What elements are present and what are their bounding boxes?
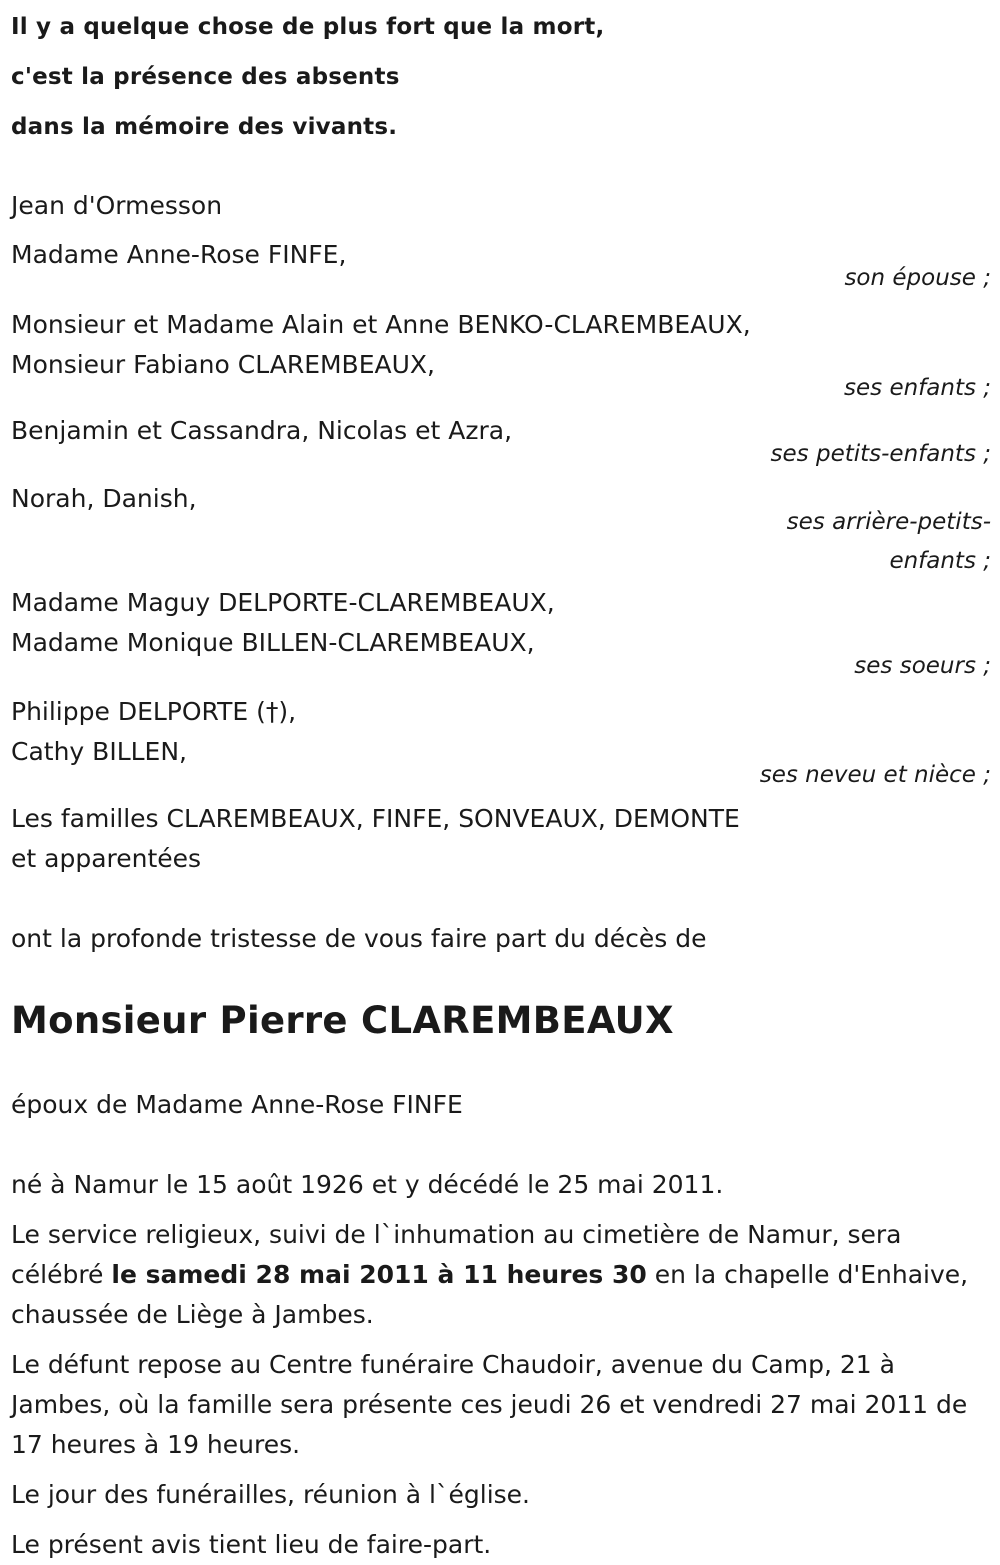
spouse-name: Madame Anne-Rose FINFE, xyxy=(11,240,347,269)
great-grandchildren-relation-1: ses arrière-petits- xyxy=(786,509,991,535)
nephew-niece-relation: ses neveu et nièce ; xyxy=(759,762,991,788)
deceased-spouse-of: époux de Madame Anne-Rose FINFE xyxy=(11,1090,463,1119)
quote-line-1: Il y a quelque chose de plus fort que la mort, xyxy=(11,14,605,40)
obituary-notice xyxy=(11,0,991,1565)
children-block xyxy=(11,305,991,408)
sisters-block xyxy=(11,583,991,686)
service-info xyxy=(11,1215,991,1335)
birth-death-info: né à Namur le 15 août 1926 et y décédé le 25 mai 2011. xyxy=(11,1170,724,1199)
grandchildren-block xyxy=(11,411,991,474)
closing-note: Le présent avis tient lieu de faire-part. xyxy=(11,1530,492,1559)
nephew-niece-block xyxy=(11,692,991,795)
grandchildren-names: Benjamin et Cassandra, Nicolas et Azra, xyxy=(11,416,513,445)
families-line-2: et apparentées xyxy=(11,844,202,873)
service-date: le samedi 28 mai 2011 à 11 heures 30 xyxy=(111,1260,647,1289)
quote-line-2: c'est la présence des absents xyxy=(11,64,400,90)
spouse-relation: son épouse ; xyxy=(844,265,991,291)
sisters-relation: ses soeurs ; xyxy=(854,653,991,679)
announcement-text: ont la profonde tristesse de vous faire part du décès de xyxy=(11,924,707,953)
quote-line-3: dans la mémoire des vivants. xyxy=(11,114,398,140)
families-line-1: Les familles CLAREMBEAUX, FINFE, SONVEAUX, DEMONTE xyxy=(11,804,740,833)
spouse-block xyxy=(11,235,991,298)
child-2: Monsieur Fabiano CLAREMBEAUX, xyxy=(11,350,435,379)
children-relation: ses enfants ; xyxy=(844,375,991,401)
great-grandchildren-names: Norah, Danish, xyxy=(11,484,197,513)
deceased-name: Monsieur Pierre CLAREMBEAUX xyxy=(11,999,674,1042)
grandchildren-relation: ses petits-enfants ; xyxy=(770,441,991,467)
families-block xyxy=(11,799,991,879)
quote-author: Jean d'Ormesson xyxy=(11,191,223,220)
niece: Cathy BILLEN, xyxy=(11,737,187,766)
funeral-day-info: Le jour des funérailles, réunion à l`église. xyxy=(11,1480,530,1509)
great-grandchildren-block xyxy=(11,479,991,581)
child-1: Monsieur et Madame Alain et Anne BENKO-CLAREMBEAUX, xyxy=(11,310,751,339)
nephew: Philippe DELPORTE (†), xyxy=(11,697,297,726)
great-grandchildren-relation-2: enfants ; xyxy=(889,548,991,574)
service-text-1: Le service religieux, suivi de l`inhumation au cimetière de Namur, sera célébré xyxy=(11,1220,902,1289)
epigraph-quote xyxy=(11,2,991,152)
visitation-info: Le défunt repose au Centre funéraire Chaudoir, avenue du Camp, 21 à Jambes, où la famille sera présente ces jeudi 26 et vendredi 27 mai 2011 de 17 heures à 19 heures. xyxy=(11,1350,968,1459)
service-text-2: en la chapelle d'Enhaive, chaussée de Liège à Jambes. xyxy=(11,1260,969,1329)
sister-1: Madame Maguy DELPORTE-CLAREMBEAUX, xyxy=(11,588,555,617)
sister-2: Madame Monique BILLEN-CLAREMBEAUX, xyxy=(11,628,535,657)
